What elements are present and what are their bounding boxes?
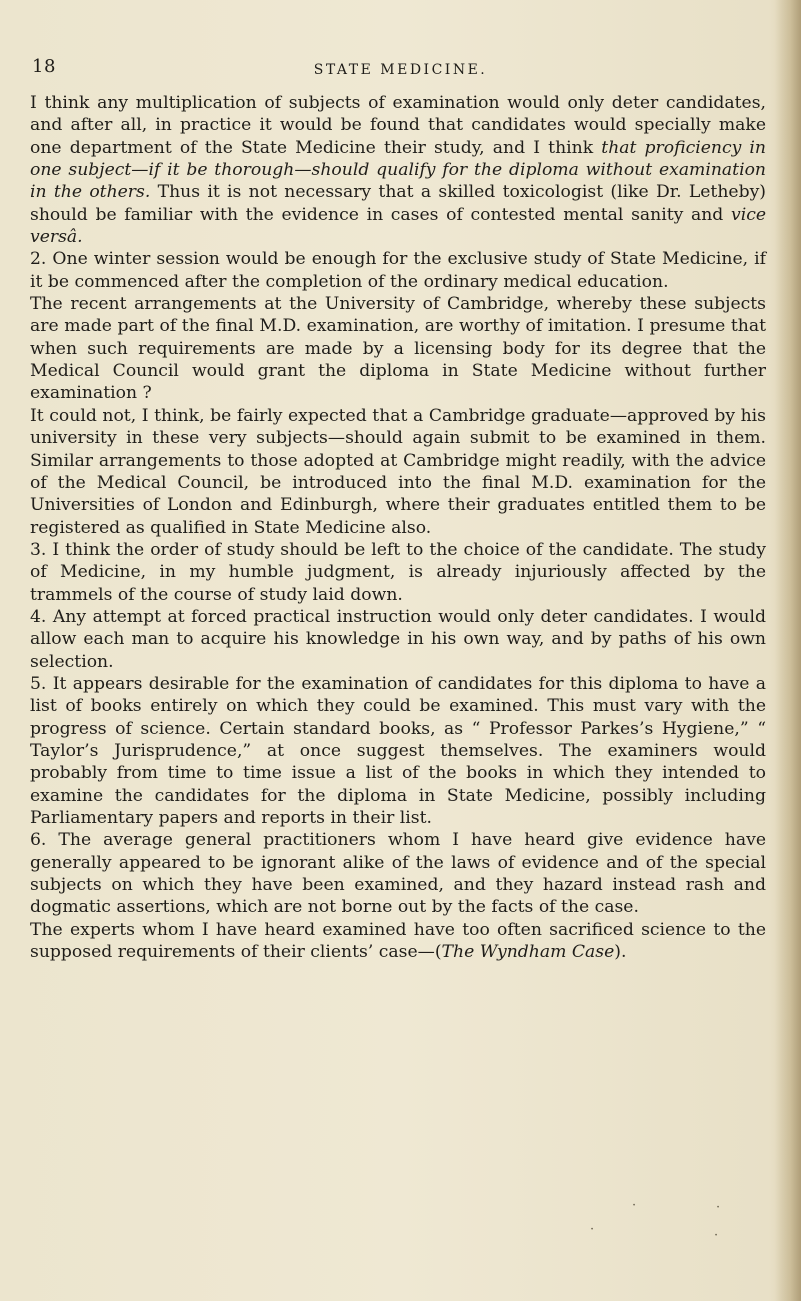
paragraph-text: 6. The average general practitioners whom I have heard give evidence have generally appeared to be ignorant alike of the laws of evidence and of the special subjects on which they have been examined, and they hazard instead rash and dogmatic assertions, which are not borne out by the facts of the case. (30, 830, 766, 918)
paragraph-text: I think any multiplication of subjects of examination would only deter candidates, and after all, in practice it would be found that candidates would specially make one department of the State Medicine their study, and I think (30, 93, 766, 158)
paragraph (30, 293, 766, 405)
paragraph (30, 92, 766, 248)
paragraph-text: It could not, I think, be fairly expected that a Cambridge graduate—approved by his university in these very subjects—should again submit to be examined in them. Similar arrangements to those adopted at Cambridge might readily, with the advice of the Medical Council, be introduced into the final M.D. examination for the Universities of London and Edinburgh, where their graduates entitled them to be registered as qualified in State Medicine also. (30, 405, 766, 538)
paragraph-text: 4. Any attempt at forced practical instruction would only deter candidates. I would allow each man to acquire his knowledge in his own way, and by paths of his own selection. (30, 606, 766, 672)
ink-speck: · (714, 1228, 719, 1243)
paragraph (30, 539, 766, 606)
paragraph (30, 673, 766, 829)
paragraph-text: ). (614, 942, 627, 963)
ink-speck: · (590, 1222, 595, 1237)
paragraph (30, 919, 766, 964)
paragraph-text: The recent arrangements at the University of Cambridge, whereby these subjects are made part of the final M.D. examination, are worthy of imitation. I presume that when such requirements are made by a licensing body for its degree that the Medical Council would grant the diploma in State Medicine without further examination ? (30, 294, 766, 404)
running-head: STATE MEDICINE. (313, 62, 488, 78)
paragraph-text: 2. One winter session would be enough for the exclusive study of State Medicine, if it be commenced after the completion of the ordinary medical education. (30, 249, 766, 292)
paragraph (30, 405, 766, 539)
paragraph-text: Thus it is not necessary that a skilled toxicologist (like Dr. Letheby) should be familiar with the evidence in cases of contested mental sanity and (30, 182, 766, 225)
page-edge-shadow (775, 0, 801, 1301)
italic-text: vice versâ. (30, 204, 766, 248)
italic-text: that proficiency in one subject—if it be thorough—should qualify for the diploma without examination in the others. (30, 137, 766, 203)
page-number: 18 (32, 56, 56, 77)
paragraph-text: The experts whom I have heard examined have too often sacrificed science to the supposed requirements of their clients’ case—( (30, 919, 766, 963)
ink-speck: · (632, 1198, 637, 1213)
body-text (30, 92, 766, 963)
paragraph (30, 606, 766, 673)
paragraph-text: 5. It appears desirable for the examination of candidates for this diploma to have a list of books entirely on which they could be examined. This must vary with the progress of science. Certain standard books, as “ Professor Parkes’s Hygiene,” “ Taylor’s Jurisprudence,” at once suggest themselves. The examiners would probably from time to time issue a list of the books in which they intended to examine the candidates for the diploma in State Medicine, possibly including Parliamentary papers and reports in their list. (30, 673, 766, 828)
italic-text: The Wyndham Case (441, 942, 615, 963)
paragraph (30, 829, 766, 918)
paragraph-text: 3. I think the order of study should be left to the choice of the candidate. The study of Medicine, in my humble judgment, is already injuriously affected by the trammels of the course of study laid down. (30, 539, 766, 605)
ink-speck: · (716, 1200, 721, 1215)
paragraph (30, 248, 766, 293)
